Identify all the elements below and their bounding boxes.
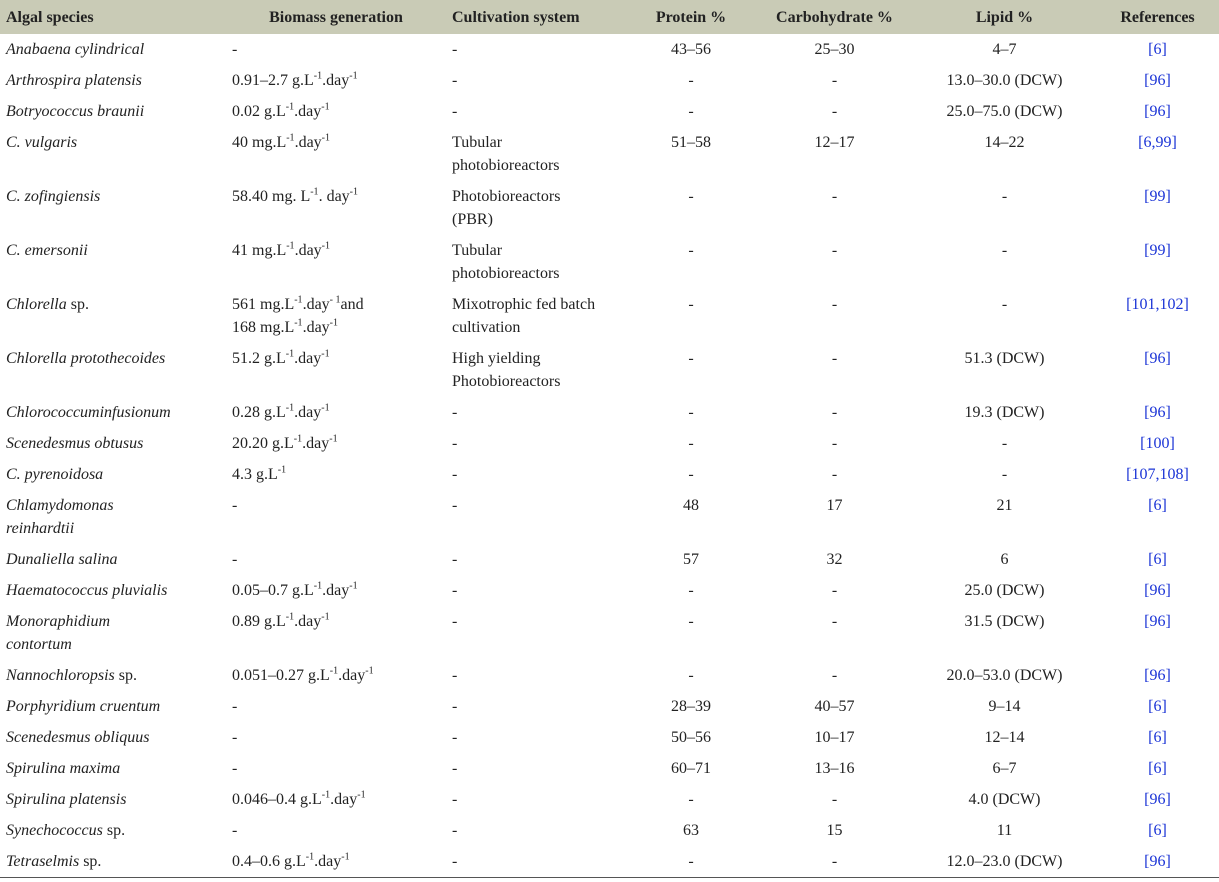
protein-cell: -: [688, 791, 694, 808]
cultivation-cell: High yielding Photobioreactors: [452, 350, 561, 390]
table-body: [0, 34, 1219, 878]
cultivation-cell: Photobioreactors (PBR): [452, 188, 561, 228]
carbohydrate-cell: 15: [826, 822, 843, 839]
species-cell: Nannochloropsis sp.: [6, 667, 137, 684]
protein-cell: -: [688, 242, 694, 259]
biomass-cell: 41 $mg.L^{-1}.day^{-1}$: [232, 240, 331, 259]
reference-link[interactable]: [6]: [1148, 760, 1167, 777]
cultivation-cell: -: [452, 729, 458, 746]
table-row: [0, 544, 1219, 575]
carbohydrate-cell: 25–30: [814, 41, 855, 58]
protein-cell: 60–71: [671, 760, 711, 777]
carbohydrate-cell: -: [831, 72, 838, 89]
lipid-cell: 25.0 (DCW): [964, 582, 1045, 599]
carbohydrate-cell: -: [831, 296, 838, 313]
cultivation-cell: -: [452, 822, 458, 839]
reference-cell: [1096, 181, 1219, 235]
protein-cell: 43–56: [671, 41, 711, 58]
species-cell: Chlorella sp.: [6, 296, 89, 313]
table-row: [0, 490, 1219, 544]
lipid-cell: 21: [996, 497, 1013, 514]
reference-link[interactable]: [96]: [1144, 613, 1171, 630]
table-row: [0, 127, 1219, 181]
biomass-cell: 0.89 $g.L^{-1}.day^{-1}$: [232, 611, 330, 630]
header-cell: References: [1120, 8, 1195, 26]
reference-cell: [1096, 575, 1219, 606]
cultivation-cell: -: [452, 72, 458, 89]
table-row: [0, 660, 1219, 691]
lipid-cell: 12.0–23.0 (DCW): [913, 846, 1096, 878]
biomass-cell: 0.051–0.27 $g.L^{-1}.day^{-1}$: [232, 665, 374, 684]
biomass-cell: 0.28 $g.L^{-1}.day^{-1}$: [232, 402, 330, 421]
reference-link[interactable]: [6]: [1148, 822, 1167, 839]
protein-cell: -: [688, 582, 694, 599]
table-row: [0, 846, 1219, 878]
species-cell: Botryococcus braunii: [6, 103, 145, 120]
carbohydrate-cell: -: [831, 103, 838, 120]
carbohydrate-cell: 32: [826, 551, 843, 568]
table-row: [0, 722, 1219, 753]
cultivation-cell: Tubular photobioreactors: [452, 134, 560, 174]
species-cell: Chlamydomonas reinhardtii: [6, 497, 114, 537]
carbohydrate-cell: 13–16: [814, 760, 855, 777]
protein-cell: -: [688, 435, 694, 452]
lipid-cell: 19.3 (DCW): [964, 404, 1045, 421]
lipid-cell: -: [1001, 188, 1008, 205]
biomass-cell: -: [232, 822, 238, 839]
lipid-cell: 6–7: [992, 760, 1017, 777]
biomass-cell: 0.4–0.6 $g.L^{-1}.day^{-1}$: [226, 846, 446, 878]
lipid-cell: -: [1001, 435, 1008, 452]
reference-cell: [1096, 815, 1219, 846]
biomass-cell: 0.02 $g.L^{-1}.day^{-1}$: [232, 101, 330, 120]
protein-cell: -: [688, 350, 694, 367]
lipid-cell: 31.5 (DCW): [964, 613, 1045, 630]
lipid-cell: -: [1001, 296, 1008, 313]
table-row: [0, 289, 1219, 343]
biomass-cell: -: [232, 551, 238, 568]
biomass-cell: 40 $mg.L^{-1}.day^{-1}$: [232, 132, 331, 151]
cultivation-cell: -: [452, 613, 458, 630]
lipid-cell: 25.0–75.0 (DCW): [946, 103, 1063, 120]
protein-cell: 51–58: [671, 134, 711, 151]
table-row: [0, 753, 1219, 784]
protein-cell: -: [688, 466, 694, 483]
carbohydrate-cell: -: [831, 242, 838, 259]
reference-link[interactable]: [99]: [1144, 188, 1171, 205]
species-cell: Tetraselmis sp.: [0, 846, 226, 878]
reference-cell: [1096, 606, 1219, 660]
cultivation-cell: -: [452, 435, 458, 452]
reference-link[interactable]: [96]: [1144, 72, 1171, 89]
protein-cell: -: [688, 404, 694, 421]
lipid-cell: -: [1001, 466, 1008, 483]
reference-link[interactable]: [96]: [1144, 350, 1171, 367]
cultivation-cell: -: [452, 667, 458, 684]
lipid-cell: 12–14: [984, 729, 1025, 746]
table-row: [0, 575, 1219, 606]
reference-link[interactable]: [96]: [1144, 582, 1171, 599]
protein-cell: -: [688, 613, 694, 630]
table-row: [0, 784, 1219, 815]
reference-cell: [1096, 490, 1219, 544]
reference-link[interactable]: [6]: [1148, 698, 1167, 715]
biomass-cell: 0.046–0.4 $g.L^{-1}.day^{-1}$: [232, 789, 366, 808]
table-row: [0, 235, 1219, 289]
cultivation-cell: -: [452, 466, 458, 483]
reference-link[interactable]: [96]: [1144, 667, 1171, 684]
carbohydrate-cell: 40–57: [814, 698, 855, 715]
cultivation-cell: -: [452, 698, 458, 715]
lipid-cell: 11: [996, 822, 1013, 839]
protein-cell: -: [688, 72, 694, 89]
reference-link[interactable]: [6]: [1148, 729, 1167, 746]
reference-link[interactable]: [99]: [1144, 242, 1171, 259]
cultivation-cell: -: [452, 404, 458, 421]
lipid-cell: 14–22: [984, 134, 1025, 151]
reference-cell: [1096, 34, 1219, 65]
carbohydrate-cell: -: [831, 791, 838, 808]
species-cell: Scenedesmus obtusus: [6, 435, 144, 452]
biomass-cell: -: [232, 729, 238, 746]
lipid-cell: -: [1001, 242, 1008, 259]
protein-cell: -: [626, 846, 756, 878]
lipid-cell: 20.0–53.0 (DCW): [946, 667, 1063, 684]
lipid-cell: 13.0–30.0 (DCW): [946, 72, 1063, 89]
cultivation-cell: -: [452, 41, 458, 58]
cultivation-cell: -: [452, 791, 458, 808]
header-cell: Protein %: [655, 8, 727, 26]
biomass-cell: 561 $mg.L^{-1}.day^{- 1}and$ 168 $mg.L^{-1}.day^{-1}$: [232, 294, 364, 336]
species-cell: Porphyridium cruentum: [6, 698, 161, 715]
protein-cell: 28–39: [671, 698, 711, 715]
protein-cell: 57: [683, 551, 699, 568]
reference-cell: [1096, 753, 1219, 784]
biomass-cell: 4.3 $g.L^{-1}$: [232, 464, 287, 483]
species-cell: Chlorococcuminfusionum: [6, 404, 171, 421]
species-cell: Haematococcus pluvialis: [6, 582, 168, 599]
biomass-cell: 51.2 $g.L^{-1}.day^{-1}$: [232, 348, 330, 367]
biomass-cell: 0.05–0.7 $g.L^{-1}.day^{-1}$: [232, 580, 358, 599]
table-row: [0, 691, 1219, 722]
species-cell: C. zofingiensis: [6, 188, 101, 205]
reference-cell: [1096, 397, 1219, 428]
species-cell: Chlorella protothecoides: [6, 350, 166, 367]
table-row: [0, 606, 1219, 660]
table-row: [0, 459, 1219, 490]
biomass-cell: 58.40 mg. $L^{-1}$. day$^{-1}$: [232, 186, 359, 205]
cultivation-cell: -: [452, 582, 458, 599]
reference-link[interactable]: [100]: [1140, 435, 1175, 452]
cultivation-cell: -: [452, 760, 458, 777]
protein-cell: 50–56: [671, 729, 711, 746]
species-cell: Anabaena cylindrical: [6, 41, 145, 58]
carbohydrate-cell: -: [831, 404, 838, 421]
species-cell: C. emersonii: [6, 242, 88, 259]
lipid-cell: 4–7: [992, 41, 1017, 58]
biomass-cell: 0.91–2.7 $g.L^{-1}.day^{-1}$: [232, 70, 358, 89]
species-cell: Arthrospira platensis: [6, 72, 142, 89]
reference-link[interactable]: [6]: [1148, 551, 1167, 568]
carbohydrate-cell: 12–17: [814, 134, 855, 151]
reference-cell: [1096, 544, 1219, 575]
carbohydrate-cell: 10–17: [814, 729, 855, 746]
species-cell: Monoraphidium contortum: [6, 613, 110, 653]
table-row: [0, 34, 1219, 65]
protein-cell: -: [688, 103, 694, 120]
header-cell: Biomass generation: [269, 8, 403, 26]
carbohydrate-cell: -: [756, 846, 913, 878]
reference-link[interactable]: [6]: [1148, 497, 1167, 514]
reference-cell: [1096, 235, 1219, 289]
reference-cell: [1096, 96, 1219, 127]
carbohydrate-cell: -: [831, 582, 838, 599]
header-cell: Lipid %: [975, 8, 1034, 26]
species-cell: C. vulgaris: [6, 134, 78, 151]
reference-cell: [1096, 428, 1219, 459]
reference-link[interactable]: [96]: [1144, 404, 1171, 421]
reference-cell: [1096, 691, 1219, 722]
reference-link[interactable]: [107,108]: [1126, 466, 1189, 483]
carbohydrate-cell: -: [831, 613, 838, 630]
reference-link[interactable]: [96]: [1144, 103, 1171, 120]
lipid-cell: 51.3 (DCW): [964, 350, 1045, 367]
reference-cell: [1096, 65, 1219, 96]
cultivation-cell: -: [452, 497, 458, 514]
protein-cell: -: [688, 296, 694, 313]
cultivation-cell: Mixotrophic fed batch cultivation: [452, 296, 596, 336]
cultivation-cell: -: [452, 551, 458, 568]
biomass-cell: -: [232, 760, 238, 777]
biomass-cell: -: [232, 698, 238, 715]
reference-cell: [1096, 289, 1219, 343]
table-row: [0, 428, 1219, 459]
header-cell: Carbohydrate %: [776, 8, 893, 26]
reference-cell: [1096, 127, 1219, 181]
lipid-cell: 9–14: [988, 698, 1021, 715]
reference-cell: [1096, 722, 1219, 753]
header-cell: Algal species: [6, 8, 94, 26]
table-row: [0, 65, 1219, 96]
table-row: [0, 815, 1219, 846]
table-row: [0, 343, 1219, 397]
reference-cell: [1096, 459, 1219, 490]
carbohydrate-cell: -: [831, 466, 838, 483]
cultivation-cell: Tubular photobioreactors: [452, 242, 560, 282]
species-cell: C. pyrenoidosa: [6, 466, 104, 483]
species-cell: Spirulina maxima: [6, 760, 121, 777]
reference-cell: [1096, 660, 1219, 691]
species-cell: Scenedesmus obliquus: [6, 729, 150, 746]
lipid-cell: 6: [1000, 551, 1009, 568]
carbohydrate-cell: 17: [826, 497, 843, 514]
biomass-cell: 20.20 $g.L^{-1}.day^{-1}$: [232, 433, 338, 452]
protein-cell: 48: [683, 497, 699, 514]
reference-link[interactable]: [101,102]: [1126, 296, 1189, 313]
species-cell: Spirulina platensis: [6, 791, 127, 808]
reference-cell: [1096, 784, 1219, 815]
table-row: [0, 181, 1219, 235]
header-row: [0, 0, 1219, 34]
carbohydrate-cell: -: [831, 435, 838, 452]
protein-cell: -: [688, 188, 694, 205]
carbohydrate-cell: -: [831, 667, 838, 684]
cultivation-cell: -: [446, 846, 626, 878]
reference-link[interactable]: [6,99]: [1138, 134, 1177, 151]
carbohydrate-cell: -: [831, 350, 838, 367]
table-row: [0, 96, 1219, 127]
species-cell: Dunaliella salina: [6, 551, 118, 568]
reference-cell: [1096, 846, 1219, 878]
biomass-cell: -: [232, 497, 238, 514]
carbohydrate-cell: -: [831, 188, 838, 205]
table-row: [0, 397, 1219, 428]
cultivation-cell: -: [452, 103, 458, 120]
species-cell: Synechococcus sp.: [6, 822, 126, 839]
protein-cell: 63: [683, 822, 699, 839]
reference-link[interactable]: [96]: [1144, 791, 1171, 808]
lipid-cell: 4.0 (DCW): [968, 791, 1041, 808]
reference-cell: [1096, 343, 1219, 397]
protein-cell: -: [688, 667, 694, 684]
reference-link[interactable]: [6]: [1148, 41, 1167, 58]
header-cell: Cultivation system: [452, 8, 580, 26]
reference-link[interactable]: [96]: [1144, 853, 1171, 870]
biomass-cell: -: [232, 41, 238, 58]
